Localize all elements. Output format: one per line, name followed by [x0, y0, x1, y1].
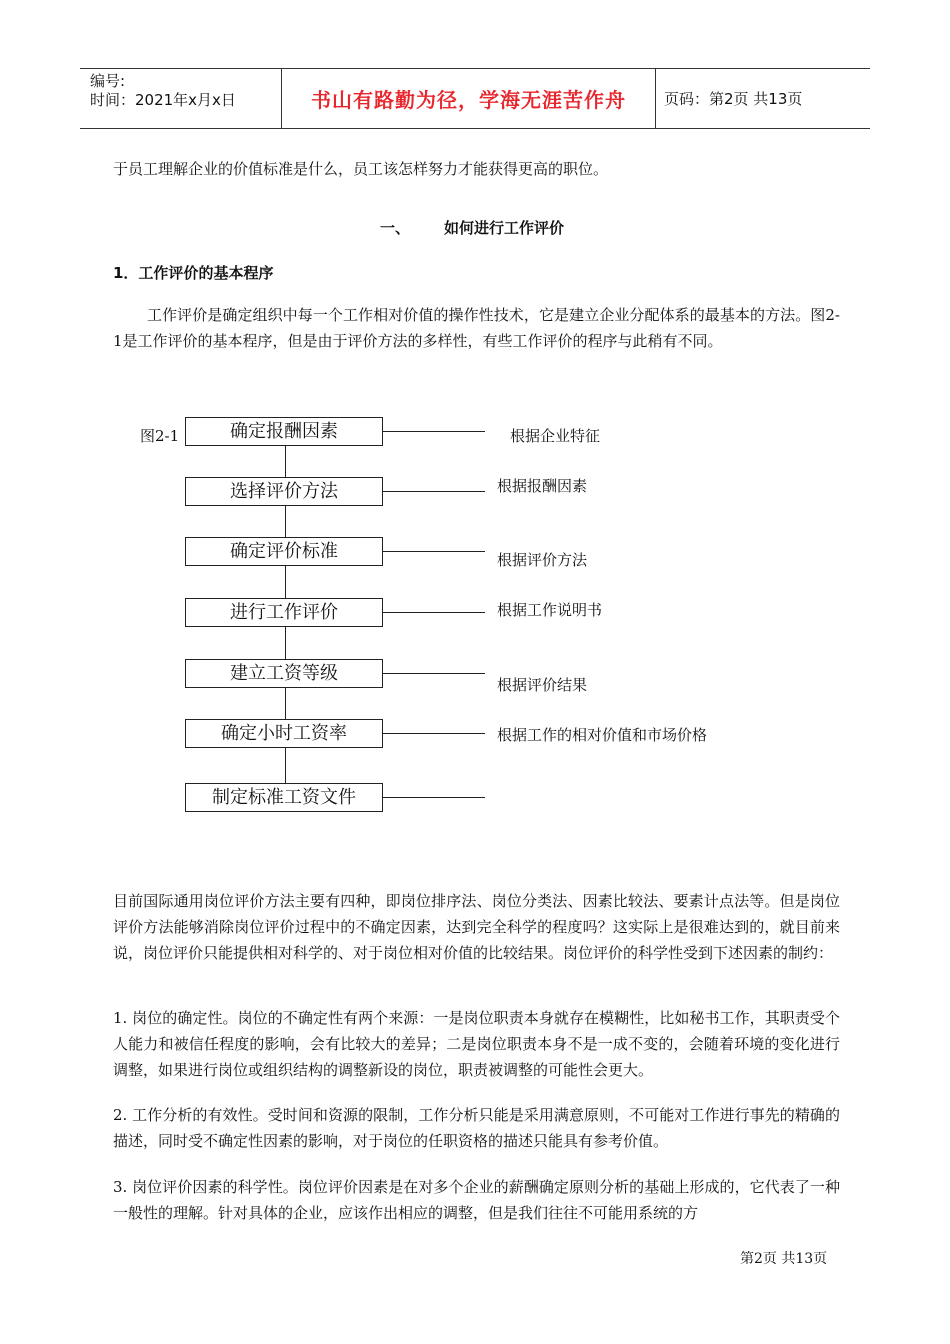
list-item-3: 3. 岗位评价因素的科学性。岗位评价因素是在对多个企业的薪酬确定原则分析的基础上形成的，它代表了一种一般性的理解。针对具体的企业，应该作出相应的调整，但是我们往往不可能用系统的方 [113, 1178, 840, 1222]
list-item-2: 2. 工作分析的有效性。受时间和资源的限制，工作分析只能是采用满意原则，不可能对工作进行事先的精确的描述，同时受不确定性因素的影响，对于岗位的任职资格的描述只能具有参考价值。 [113, 1106, 840, 1150]
flow-connector [285, 627, 286, 659]
flow-basis-note: 根据工作说明书 [497, 601, 603, 619]
flow-connector [285, 748, 286, 784]
header-motto: 书山有路勤为径，学海无涯苦作舟 [311, 88, 626, 112]
flow-leader-line [383, 431, 485, 432]
header-bottom-border [80, 128, 870, 129]
document-number-label: 编号: [90, 72, 126, 90]
intro-line: 于员工理解企业的价值标准是什么，员工该怎样努力才能获得更高的职位。 [113, 160, 609, 178]
flow-connector [285, 566, 286, 598]
flow-step: 确定小时工资率 [185, 719, 383, 748]
flow-basis-note: 根据工作的相对价值和市场价格 [497, 726, 708, 744]
page-footer: 第2页 共13页 [740, 1251, 828, 1267]
flow-step: 制定标准工资文件 [185, 783, 383, 812]
flow-leader-line [383, 733, 485, 734]
flow-step: 确定评价标准 [185, 537, 383, 566]
flow-step: 确定报酬因素 [185, 417, 383, 446]
flow-basis-note: 根据评价方法 [497, 551, 588, 569]
flow-connector [285, 506, 286, 538]
flow-basis-note: 根据评价结果 [497, 676, 588, 694]
header-divider [655, 68, 656, 129]
flow-connector [285, 446, 286, 478]
header-page-info: 页码：第2页 共13页 [664, 90, 803, 108]
flow-leader-line [383, 673, 485, 674]
figure-label: 图2-1 [140, 427, 180, 445]
flow-leader-line [383, 491, 485, 492]
list-item-1: 1. 岗位的确定性。岗位的不确定性有两个来源：一是岗位职责本身就存在模糊性，比如秘书工作，其职责受个人能力和被信任程度的影响，会有比较大的差异；二是岗位职责本身不是一成不变的，会随着环境的变化进行调整，如果进行岗位或组织结构的调整新设的岗位，职责被调整的可能性会更大。 [113, 1009, 840, 1079]
document-time: 时间：2021年x月x日 [90, 91, 236, 109]
header-meta [90, 72, 236, 110]
flow-connector [285, 688, 286, 720]
paragraph-intro: 工作评价是确定组织中每一个工作相对价值的操作性技术，它是建立企业分配体系的最基本的方法。图2-1是工作评价的基本程序，但是由于评价方法的多样性，有些工作评价的程序与此稍有不同。 [113, 306, 840, 350]
flow-leader-line [383, 797, 485, 798]
paragraph-methods: 目前国际通用岗位评价方法主要有四种，即岗位排序法、岗位分类法、因素比较法、要素计点法等。但是岗位评价方法能够消除岗位评价过程中的不确定因素，达到完全科学的程度吗？这实际上是很难达到的，就目前来说，岗位评价只能提供相对科学的、对于岗位相对价值的比较结果。岗位评价的科学性受到下述因素的制约： [113, 892, 840, 962]
header-top-border [80, 68, 870, 69]
section-title: 如何进行工作评价 [444, 219, 565, 237]
subsection-title: 1．工作评价的基本程序 [113, 264, 274, 282]
flow-basis-note: 根据报酬因素 [497, 477, 588, 495]
flow-step: 建立工资等级 [185, 659, 383, 688]
flow-leader-line [383, 612, 485, 613]
flow-basis-note: 根据企业特征 [510, 427, 601, 445]
section-heading [380, 217, 564, 238]
flow-step: 选择评价方法 [185, 477, 383, 506]
flow-step: 进行工作评价 [185, 598, 383, 627]
flow-leader-line [383, 551, 485, 552]
section-number: 一、 [380, 219, 411, 237]
